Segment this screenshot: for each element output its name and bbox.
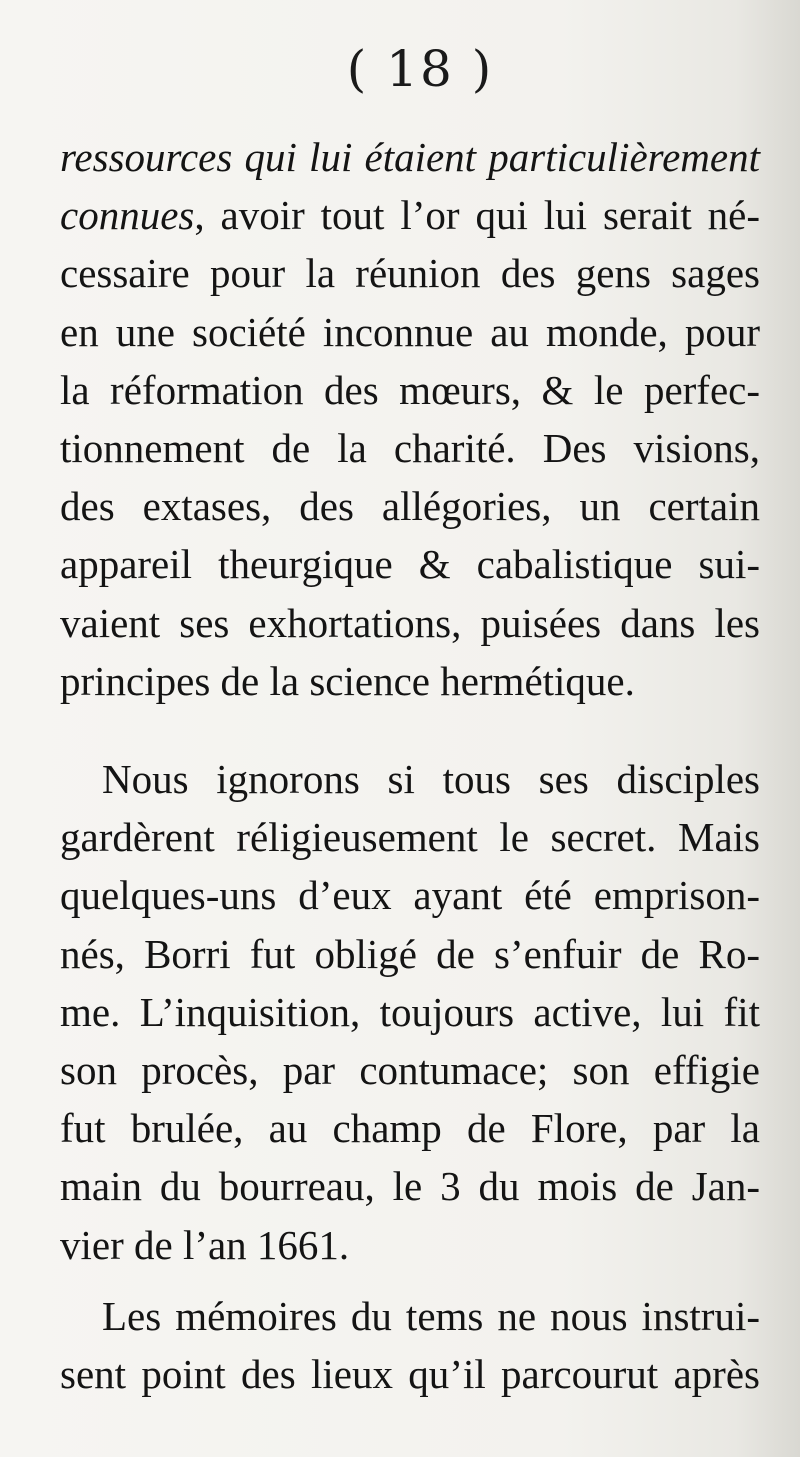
text-line — [60, 1041, 760, 1099]
page-number: ( 18 ) — [346, 40, 494, 98]
text-line — [60, 1216, 760, 1274]
text-segment: vaient ses exhortations, puisées dans les — [60, 599, 760, 646]
text-segment: quelques-uns d’eux ayant été emprison- — [60, 872, 760, 919]
text-segment: ressources qui lui étaient particulièrement — [60, 134, 760, 180]
text-line — [60, 1157, 760, 1215]
text-segment: me. L’inquisition, toujours active, lui fit — [60, 988, 760, 1035]
text-line — [60, 186, 760, 244]
text-segment: vier de l’an 1661. — [60, 1221, 350, 1268]
text-segment: Les mémoires du tems ne nous instrui- — [102, 1293, 760, 1339]
text-segment: Nous ignorons si tous ses disciples — [102, 756, 760, 802]
text-line — [60, 1099, 760, 1157]
text-line — [60, 361, 760, 419]
text-line — [60, 652, 760, 710]
text-line — [60, 1287, 760, 1345]
text-line — [60, 303, 760, 361]
text-segment: sent point des lieux qu’il parcourut après — [60, 1351, 760, 1398]
text-segment: cessaire pour la réunion des gens sages — [60, 250, 760, 297]
text-segment: , avoir tout l’or qui lui serait né- — [194, 192, 760, 239]
text-segment: main du bourreau, le 3 du mois de Jan- — [60, 1163, 760, 1210]
text-segment: gardèrent réligieusement le secret. Mais — [60, 814, 760, 861]
text-line — [60, 750, 760, 808]
text-segment: fut brulée, au champ de Flore, par la — [60, 1105, 760, 1152]
text-segment: tionnement de la charité. Des visions, — [60, 425, 760, 471]
text-segment: appareil theurgique & cabalistique sui- — [60, 541, 760, 588]
text-segment: en une société inconnue au monde, pour — [60, 308, 760, 355]
text-segment: son procès, par contumace; son effigie — [60, 1047, 760, 1093]
text-line — [60, 594, 760, 652]
text-line — [60, 925, 760, 983]
text-segment: la réformation des mœurs, & le perfec- — [60, 366, 760, 413]
text-line — [60, 128, 760, 186]
text-segment: nés, Borri fut obligé de s’enfuir de Ro- — [60, 930, 760, 977]
text-line — [60, 983, 760, 1041]
text-line — [60, 535, 760, 593]
text-line — [60, 477, 760, 535]
text-segment: des extases, des allégories, un certain — [60, 483, 760, 530]
text-line — [60, 419, 760, 477]
text-line — [60, 808, 760, 866]
text-line — [60, 244, 760, 302]
text-segment: connues — [60, 192, 195, 239]
text-segment: principes de la science hermétique. — [60, 657, 635, 704]
text-line — [60, 866, 760, 924]
text-line — [60, 1345, 760, 1403]
